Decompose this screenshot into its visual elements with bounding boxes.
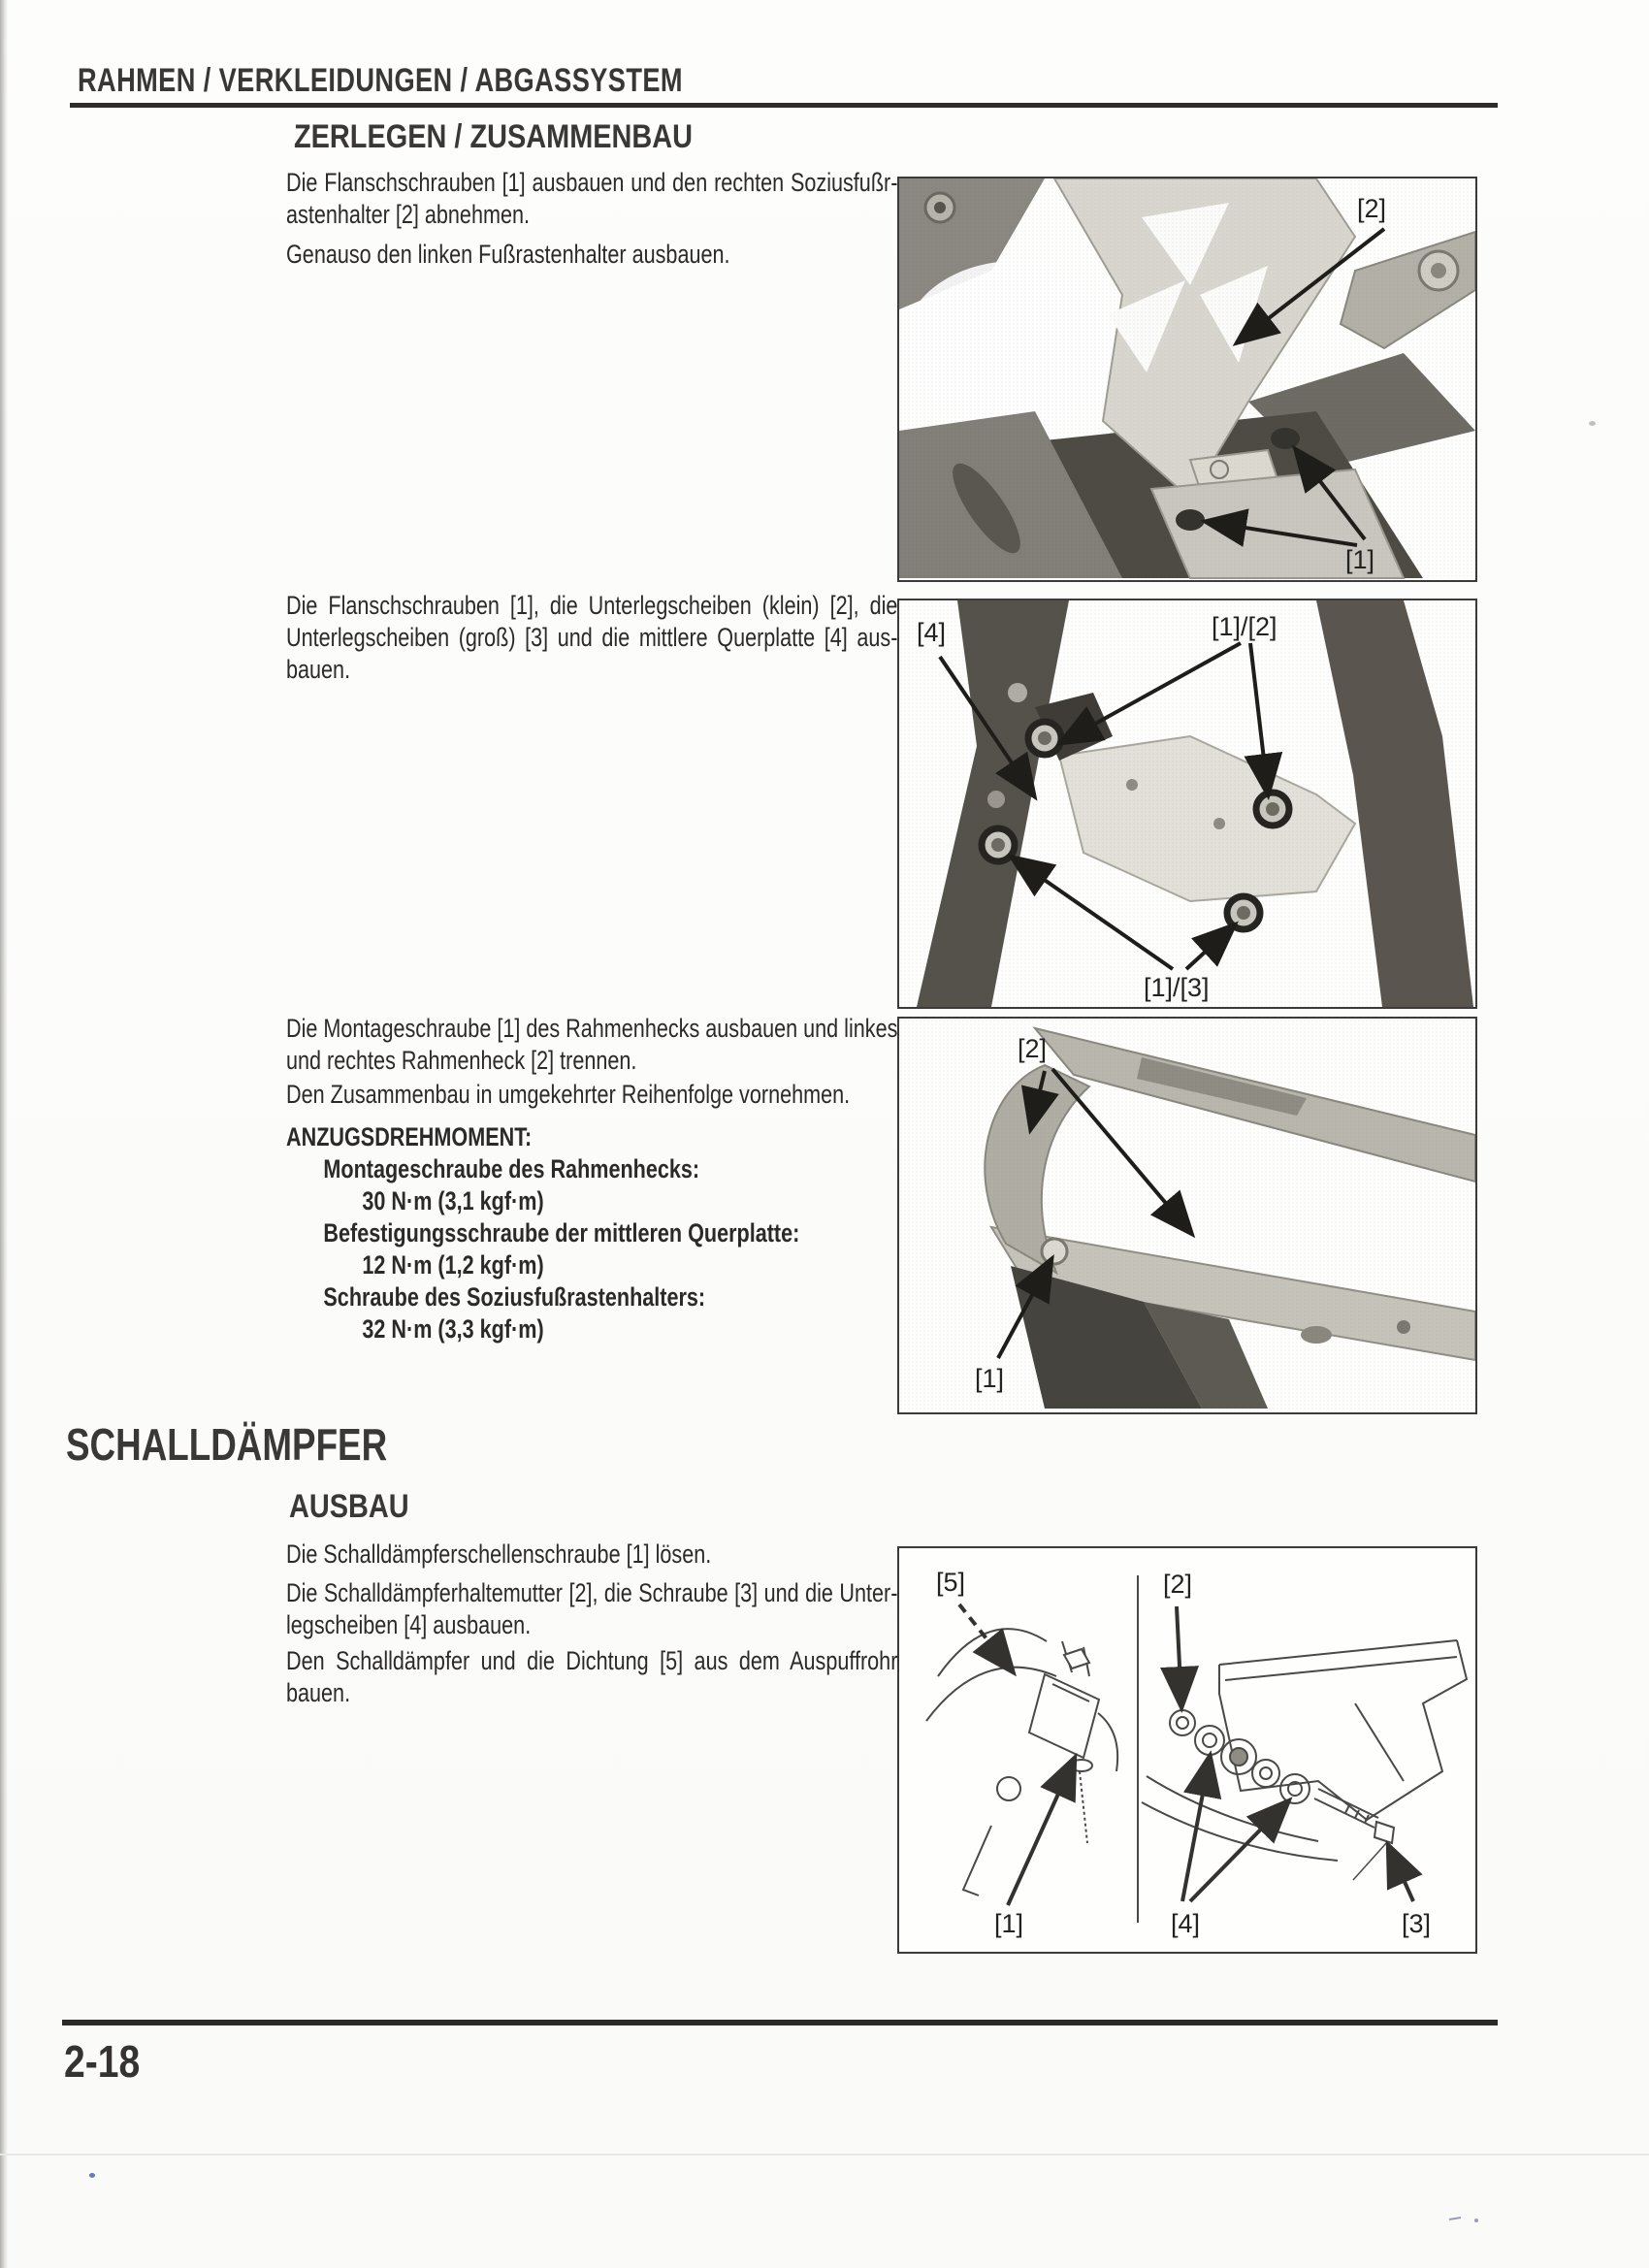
callout-label-1: [1] — [975, 1364, 1005, 1393]
rear-subframe-illustration — [899, 1019, 1475, 1409]
header-rule — [70, 103, 1498, 108]
paragraph-line: Die Schalldämpferhaltemutter [2], die Schraube [3] und die Unter- — [286, 1578, 898, 1607]
figure-muffler-removal-drawing — [897, 1546, 1477, 1954]
exhaust-clamp-sketch — [926, 1629, 1117, 1895]
paragraph-genauso — [286, 239, 897, 271]
paragraph-line: und rechtes Rahmenheck [2] trennen. — [286, 1046, 637, 1075]
scan-edge-shadow — [0, 0, 8, 2268]
paragraph-line: Den Schalldämpfer und die Dichtung [5] aus dem Auspuffrohr — [286, 1646, 898, 1675]
torque-item-name: Montageschraube des Rahmenhecks: — [323, 1154, 700, 1183]
subsection-heading-ausbau: AUSBAU — [289, 1488, 409, 1525]
paragraph-flanschschrauben-1 — [286, 167, 897, 231]
torque-spec-block — [286, 1121, 897, 1345]
paragraph-haltemutter — [286, 1577, 897, 1641]
callout-label-3: [3] — [1402, 1909, 1432, 1938]
paragraph-schellenschraube — [286, 1539, 897, 1571]
paragraph-querplatte — [286, 590, 897, 686]
paragraph-line: Die Flanschschrauben [1] ausbauen und den rechten Soziusfußr- — [286, 168, 898, 197]
callout-label-4: [4] — [1171, 1909, 1201, 1938]
callout-label-1-3: [1]/[3] — [1144, 973, 1210, 1002]
paragraph-line: Genauso den linken Fußrastenhalter ausbauen. — [286, 240, 730, 269]
pen-mark-scribble — [1447, 2212, 1492, 2225]
callout-label-2: [2] — [1357, 194, 1387, 223]
callout-label-4: [4] — [917, 618, 947, 647]
paragraph-dichtung — [286, 1645, 897, 1709]
muffler-hanger-sketch — [1142, 1640, 1467, 1880]
page-number: 2-18 — [64, 2036, 141, 2087]
callout-label-5: [5] — [936, 1568, 966, 1597]
mounting-bolt — [1042, 1239, 1067, 1264]
page-header-title: RAHMEN / VERKLEIDUNGEN / ABGASSYSTEM — [78, 62, 683, 99]
paragraph-line: Den Zusammenbau in umgekehrter Reihenfolge vornehmen. — [286, 1080, 851, 1109]
callout-label-1: [1] — [994, 1909, 1024, 1938]
torque-item-name: Schraube des Soziusfußrastenhalters: — [323, 1282, 706, 1312]
frame-rail-left — [917, 600, 1069, 1007]
paragraph-line: bauen. — [286, 655, 351, 684]
callout-arrows — [959, 1604, 1413, 1905]
frame-rail-right — [1316, 600, 1473, 1007]
paragraph-line: Die Schalldämpferschellenschraube [1] lösen. — [286, 1539, 712, 1569]
paragraph-zusammenbau — [286, 1079, 897, 1111]
paragraph-line: bauen. — [286, 1678, 351, 1707]
callout-label-2: [2] — [1163, 1570, 1193, 1599]
callout-label-1: [1] — [1345, 545, 1375, 574]
paragraph-line: Die Montageschraube [1] des Rahmenhecks ausbauen und linkes — [286, 1014, 898, 1043]
flange-bolt — [1271, 428, 1300, 449]
figure-center-cross-plate-photo — [897, 599, 1477, 1009]
footrest-bracket-illustration — [899, 178, 1475, 580]
paragraph-line: legscheiben [4] ausbauen. — [286, 1610, 532, 1639]
paragraph-line: Unterlegscheiben (groß) [3] und die mittlere Querplatte [4] aus- — [286, 623, 898, 652]
center-plate — [1059, 736, 1355, 901]
paragraph-line: astenhalter [2] abnehmen. — [286, 200, 530, 229]
torque-item-value: 12 N·m (1,2 kgf·m) — [362, 1250, 544, 1280]
scan-artifact-line — [0, 2154, 1649, 2155]
section-heading-zerlegen: ZERLEGEN / ZUSAMMENBAU — [294, 118, 694, 155]
cross-plate-illustration — [899, 600, 1475, 1007]
torque-item-value: 32 N·m (3,3 kgf·m) — [362, 1314, 544, 1344]
torque-heading: ANZUGSDREHMOMENT: — [286, 1122, 533, 1151]
muffler-removal-illustration — [899, 1548, 1475, 1948]
footer-rule — [62, 2020, 1498, 2025]
paragraph-rahmenheck — [286, 1013, 897, 1077]
figure-rear-subframe-photo — [897, 1017, 1477, 1414]
callout-label-2: [2] — [1018, 1034, 1048, 1063]
callout-label-1-2: [1]/[2] — [1212, 612, 1277, 641]
figure-footrest-bracket-photo — [897, 177, 1477, 582]
torque-item-value: 30 N·m (3,1 kgf·m) — [362, 1186, 544, 1215]
flange-bolt — [1176, 509, 1205, 531]
torque-item-name: Befestigungsschraube der mittleren Querplatte: — [323, 1218, 800, 1247]
scan-speck — [1589, 421, 1596, 426]
subframe-rail-upper — [1035, 1028, 1475, 1182]
section-heading-schalldaempfer: SCHALLDÄMPFER — [66, 1419, 388, 1470]
photo-highlight — [904, 261, 1127, 426]
pen-mark-dot — [89, 2173, 95, 2178]
paragraph-line: Die Flanschschrauben [1], die Unterlegscheiben (klein) [2], die — [286, 591, 898, 620]
